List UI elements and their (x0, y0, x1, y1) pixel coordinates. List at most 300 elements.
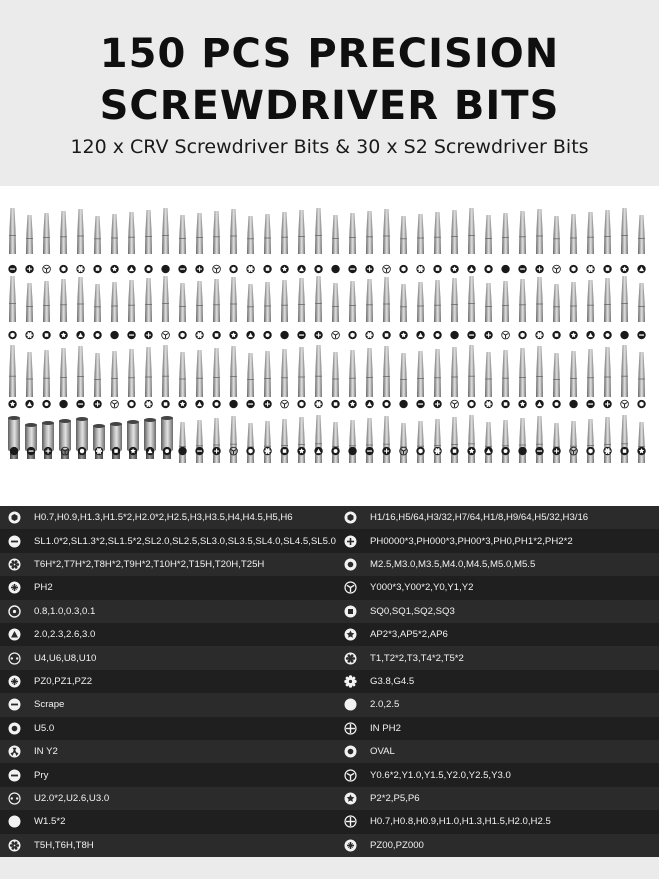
legend-row (0, 717, 659, 740)
legend-item-left (8, 529, 336, 552)
bit (9, 276, 16, 322)
slotted-icon (246, 400, 254, 408)
legend-label: PZ00,PZ000 (370, 839, 424, 851)
triangle-icon (76, 331, 84, 339)
bit (485, 283, 492, 322)
bit (315, 208, 322, 254)
header-banner (0, 0, 659, 186)
legend-label: T1,T2*2,T3,T4*2,T5*2 (370, 652, 464, 664)
bit (604, 347, 611, 397)
bit (485, 352, 492, 397)
bit (281, 349, 288, 397)
bit (502, 281, 509, 322)
phillips-icon (195, 265, 203, 273)
bit (315, 415, 322, 463)
ring-icon (344, 745, 357, 758)
bit (230, 209, 237, 254)
bit (502, 213, 509, 254)
legend-item-right (344, 834, 654, 857)
bit (570, 282, 577, 322)
bit (536, 277, 543, 322)
ring-icon (382, 400, 390, 408)
title-line-2: SCREWDRIVER BITS (99, 83, 560, 129)
legend-item-left (8, 506, 328, 529)
torx-icon (535, 331, 543, 339)
bit (298, 417, 305, 463)
bit (43, 281, 50, 322)
legend-item-left (8, 623, 328, 646)
pentalobe-icon (344, 628, 357, 641)
bit (77, 209, 84, 254)
ring-icon (212, 400, 220, 408)
legend-label: SQ0,SQ1,SQ2,SQ3 (370, 605, 455, 617)
bit (451, 417, 458, 463)
y-icon (451, 400, 459, 408)
bit (111, 351, 118, 397)
legend-row (0, 834, 659, 857)
legend-label: IN Y2 (34, 746, 58, 758)
bit (417, 282, 424, 322)
bit (332, 422, 339, 463)
legend-item-left (8, 576, 328, 599)
bit (502, 350, 509, 397)
bit (247, 353, 254, 397)
bit (417, 214, 424, 254)
legend-row (0, 646, 659, 669)
bit (553, 423, 560, 463)
triangle-icon (25, 400, 33, 408)
legend-label: SL1.0*2,SL1.3*2,SL1.5*2,SL2.0,SL2.5,SL3.0,SL3.5,SL4.0,SL4.5,SL5.0 (34, 535, 336, 547)
legend-label: Y000*3,Y00*2,Y0,Y1,Y2 (370, 582, 474, 594)
slotted-icon (297, 331, 305, 339)
ring-icon (314, 265, 322, 273)
bit (26, 352, 33, 397)
legend-item-right (344, 693, 654, 716)
bit (536, 346, 543, 397)
torx-icon (586, 265, 594, 273)
torx-icon (95, 447, 103, 455)
square-icon (382, 331, 390, 339)
triangle-icon (127, 265, 135, 273)
hex-icon (127, 400, 135, 408)
legend-label: H0.7,H0.8,H0.9,H1.0,H1.3,H1.5,H2.0,H2.5 (370, 816, 551, 828)
bit (366, 279, 373, 322)
circle-icon (178, 447, 186, 455)
torx-icon (365, 331, 373, 339)
torx-icon (263, 447, 271, 455)
hex-icon (344, 511, 357, 524)
circle-icon (110, 331, 118, 339)
bit (349, 281, 356, 322)
legend-row (0, 553, 659, 576)
phillips-icon (314, 331, 322, 339)
bit (230, 416, 237, 463)
ring-icon (484, 265, 492, 273)
pentalobe-icon (620, 265, 628, 273)
bit (434, 280, 441, 322)
legend-label: PH0000*3,PH000*3,PH00*3,PH0,PH1*2,PH2*2 (370, 535, 573, 547)
bit (264, 351, 271, 397)
y-icon (502, 331, 510, 339)
bit (349, 350, 356, 397)
square-icon (263, 265, 271, 273)
bits-illustration (0, 186, 659, 506)
square-icon (112, 447, 120, 455)
legend-item-right (344, 623, 654, 646)
ring-icon (501, 447, 509, 455)
bit (94, 216, 101, 254)
legend-item-left (8, 670, 328, 693)
bit (451, 347, 458, 397)
hex-icon (586, 447, 594, 455)
bit (587, 212, 594, 254)
bit (298, 347, 305, 397)
y-icon (162, 331, 170, 339)
triangle-icon (246, 331, 254, 339)
slotted-icon (365, 447, 373, 455)
legend-label: T6H*2,T7H*2,T8H*2,T9H*2,T10H*2,T15H,T20H,T25H (34, 558, 265, 570)
legend-row (0, 600, 659, 623)
bit (638, 215, 645, 254)
phillips-icon (603, 400, 611, 408)
bit (400, 284, 407, 322)
bit (213, 279, 220, 322)
legend-label: Y0.6*2,Y1.0,Y1.5,Y2.0,Y2.5,Y3.0 (370, 769, 511, 781)
hex-icon (518, 331, 526, 339)
bit (485, 215, 492, 254)
bit (213, 348, 220, 397)
pentalobe-icon (129, 447, 137, 455)
torx-icon (25, 331, 33, 339)
bit (247, 284, 254, 322)
slotted-icon (127, 331, 135, 339)
ring-icon (344, 558, 357, 571)
square-icon (433, 265, 441, 273)
ring-icon (603, 331, 611, 339)
circle-icon (450, 331, 458, 339)
y-icon (281, 400, 289, 408)
ring-icon (263, 331, 271, 339)
bit (383, 416, 390, 463)
bit (519, 211, 526, 254)
bit (60, 211, 67, 254)
bit (196, 420, 203, 463)
bit (111, 282, 118, 322)
pentalobe-icon (399, 331, 407, 339)
bit (536, 416, 543, 463)
circle-icon (8, 815, 21, 828)
slotted-icon (8, 535, 21, 548)
gear-icon (344, 675, 357, 688)
legend-row (0, 693, 659, 716)
legend-label: U5.0 (34, 722, 55, 734)
pentalobe-icon (344, 792, 357, 805)
triangle-icon (535, 400, 543, 408)
phillips-icon (44, 447, 52, 455)
bit (587, 419, 594, 463)
square-icon (331, 400, 339, 408)
legend-label: 2.0,2.5 (370, 699, 400, 711)
triangle-icon (297, 265, 305, 273)
bit (60, 348, 67, 397)
bit (383, 346, 390, 397)
square-icon (620, 447, 628, 455)
ring-icon (552, 400, 560, 408)
y-icon (43, 265, 51, 273)
phillips-circle-icon (344, 815, 357, 828)
bit (60, 279, 67, 322)
hex-icon (246, 447, 254, 455)
hex-icon (59, 265, 67, 273)
torx-icon (484, 400, 492, 408)
bit (145, 210, 152, 254)
phillips-icon (535, 265, 543, 273)
pozidriv-icon (8, 675, 21, 688)
bit (332, 215, 339, 254)
legend-label: P2*2,P5,P6 (370, 792, 420, 804)
y-icon (332, 331, 340, 339)
pentalobe-icon (348, 400, 356, 408)
legend-row (0, 787, 659, 810)
pentalobe-icon (8, 400, 16, 408)
bit (553, 216, 560, 254)
torx-icon (314, 400, 322, 408)
legend-label: PZ0,PZ1,PZ2 (34, 675, 93, 687)
square-icon (93, 265, 101, 273)
circle-icon (229, 400, 237, 408)
phillips-icon (25, 265, 33, 273)
circle-icon (348, 447, 356, 455)
dot-center-icon (8, 605, 21, 618)
bit (179, 422, 186, 463)
circle-icon (161, 265, 169, 273)
bit (638, 352, 645, 397)
y-icon (344, 769, 357, 782)
bit (264, 421, 271, 463)
bit (230, 277, 237, 322)
bit (230, 346, 237, 397)
phillips-icon (484, 331, 492, 339)
torx-icon (416, 265, 424, 273)
bit (196, 213, 203, 254)
bit (281, 419, 288, 463)
bit (417, 421, 424, 463)
hex-icon (78, 447, 86, 455)
circle-icon (344, 698, 357, 711)
bit (621, 276, 628, 322)
circle-icon (331, 265, 339, 273)
phillips-icon (212, 447, 220, 455)
legend-item-right (344, 553, 654, 576)
bit (621, 415, 628, 463)
legend-item-right (344, 529, 654, 552)
phillips-icon (344, 535, 357, 548)
legend-label: T5H,T6H,T8H (34, 839, 94, 851)
bit (604, 278, 611, 322)
bit (281, 212, 288, 254)
title-line-1: 150 PCS PRECISION (99, 31, 560, 77)
bit (468, 276, 475, 322)
torx-icon (144, 400, 152, 408)
slotted-icon (416, 400, 424, 408)
phillips-icon (552, 447, 560, 455)
legend-item-right (344, 600, 654, 623)
hex-icon (569, 265, 577, 273)
bit (77, 277, 84, 322)
square-icon (42, 331, 50, 339)
slotted-icon (8, 265, 16, 273)
torx-hole-icon (8, 558, 21, 571)
legend-item-left (8, 646, 328, 669)
legend-label: AP2*3,AP5*2,AP6 (370, 629, 448, 641)
legend-row (0, 529, 659, 552)
bit (179, 215, 186, 254)
ring-icon (144, 265, 152, 273)
bit (128, 280, 135, 322)
circle-icon (280, 331, 288, 339)
phillips-icon (263, 400, 271, 408)
triangle-icon (467, 265, 475, 273)
bit (196, 281, 203, 322)
bit (111, 214, 118, 254)
bit (162, 276, 169, 322)
bit (434, 349, 441, 397)
legend-item-left (8, 600, 328, 623)
legend-label: H0.7,H0.9,H1.3,H1.5*2,H2.0*2,H2.5,H3,H3.5,H4,H4.5,H5,H6 (34, 512, 293, 524)
torx-icon (433, 447, 441, 455)
slotted-icon (637, 331, 645, 339)
bit (468, 208, 475, 254)
bit (264, 214, 271, 254)
y-icon (621, 400, 629, 408)
bit (213, 418, 220, 463)
bit (638, 422, 645, 463)
slotted-icon (535, 447, 543, 455)
bit (179, 352, 186, 397)
bit (570, 421, 577, 463)
bit (621, 345, 628, 397)
bit (128, 212, 135, 254)
bit (519, 279, 526, 322)
bit (519, 348, 526, 397)
circle-icon (620, 331, 628, 339)
legend-item-left (8, 763, 328, 786)
legend-label: Scrape (34, 699, 65, 711)
ring-icon (331, 447, 339, 455)
legend-label: U4,U6,U8,U10 (34, 652, 97, 664)
circle-icon (501, 265, 509, 273)
bit (26, 215, 33, 254)
bit (451, 210, 458, 254)
pentalobe-icon (637, 447, 645, 455)
hex-icon (8, 331, 16, 339)
bit (94, 284, 101, 322)
slotted-icon (348, 265, 356, 273)
ring-icon (93, 331, 101, 339)
triangle-icon (146, 447, 154, 455)
square-icon (501, 400, 509, 408)
bit (621, 208, 628, 254)
torx-hole-icon (8, 839, 21, 852)
bit (553, 353, 560, 397)
legend-row (0, 623, 659, 646)
slotted-icon (8, 769, 21, 782)
legend-item-right (344, 740, 654, 763)
bits-photo (0, 186, 659, 506)
torx-icon (246, 265, 254, 273)
legend-label: IN PH2 (370, 722, 401, 734)
bit (9, 345, 16, 397)
pentalobe-icon (518, 400, 526, 408)
slotted-icon (518, 265, 526, 273)
bit (43, 213, 50, 254)
bit (9, 208, 16, 254)
bit (587, 349, 594, 397)
pentalobe-icon (110, 265, 118, 273)
legend-label: 2.0,2.3,2.6,3.0 (34, 629, 96, 641)
pentalobe-icon (467, 447, 475, 455)
legend-item-right (344, 763, 654, 786)
bit (349, 420, 356, 463)
legend-label: M2.5,M3.0,M3.5,M4.0,M4.5,M5.0,M5.5 (370, 558, 536, 570)
bit (570, 214, 577, 254)
bit (366, 348, 373, 397)
phillips-icon (433, 400, 441, 408)
legend-item-left (8, 810, 328, 833)
legend-label: H1/16,H5/64,H3/32,H7/64,H1/8,H9/64,H5/32,H3/16 (370, 512, 589, 524)
hex-icon (297, 400, 305, 408)
ring-icon (163, 447, 171, 455)
bit (43, 350, 50, 397)
bit (162, 345, 169, 397)
bit (26, 283, 33, 322)
bit (332, 283, 339, 322)
square-icon (450, 447, 458, 455)
slotted-icon (178, 265, 186, 273)
phillips-icon (93, 400, 101, 408)
bit (247, 216, 254, 254)
hex-icon (178, 331, 186, 339)
bit (145, 347, 152, 397)
y-icon (383, 265, 391, 273)
bit (383, 209, 390, 254)
triangle-icon (365, 400, 373, 408)
legend-item-right (344, 787, 654, 810)
pentalobe-icon (280, 265, 288, 273)
tri-wing-icon (8, 745, 21, 758)
footer-strip (0, 857, 659, 879)
legend-item-right (344, 646, 654, 669)
circle-icon (569, 400, 577, 408)
bit (638, 283, 645, 322)
bit (604, 210, 611, 254)
bit (502, 420, 509, 463)
slotted-icon (195, 447, 203, 455)
hex-icon (467, 400, 475, 408)
hex-icon (348, 331, 356, 339)
circle-icon (399, 400, 407, 408)
torx-icon (76, 265, 84, 273)
slotted-icon (27, 447, 35, 455)
pentalobe-icon (178, 400, 186, 408)
hex-icon (637, 400, 645, 408)
square-icon (552, 331, 560, 339)
bit (604, 417, 611, 463)
bit (196, 350, 203, 397)
bit (519, 418, 526, 463)
bit (400, 216, 407, 254)
slotted-icon (76, 400, 84, 408)
